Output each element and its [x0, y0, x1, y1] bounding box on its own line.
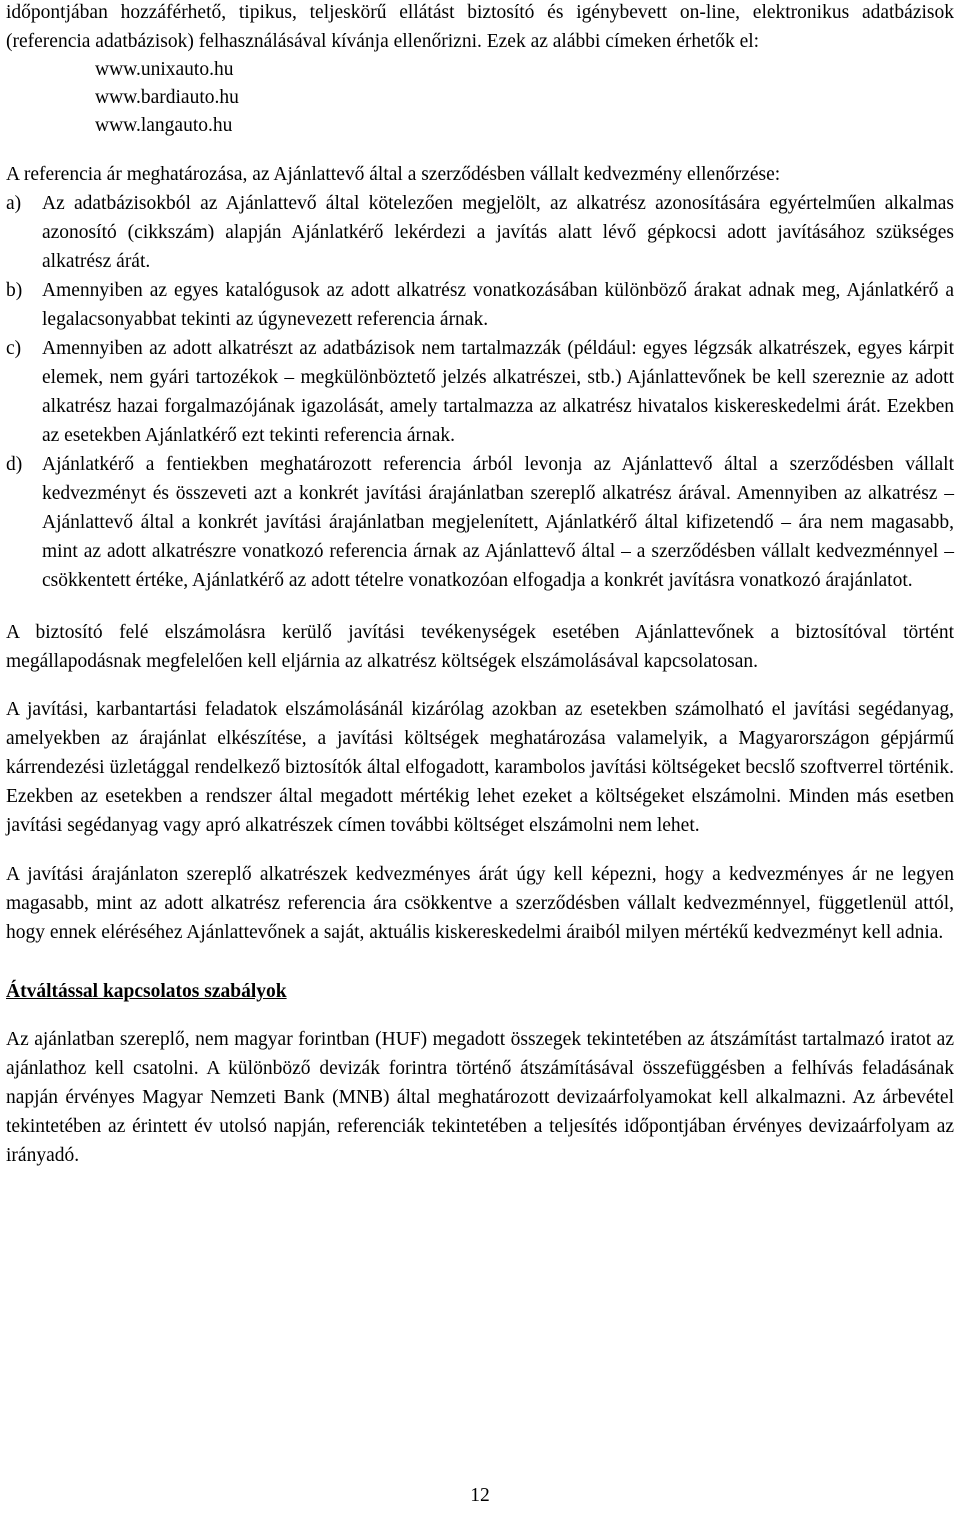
list-item-text: Az adatbázisokból az Ajánlattevő által kötelezően megjelölt, az alkatrész azonosítására egyértelműen alkalmas azonosító (cikkszám) alapján Ajánlatkérő lekérdezi a javítás alatt lévő gépkocsi adott javításához szükséges alkatrész árát. — [42, 193, 954, 272]
list-item — [6, 189, 954, 276]
list-item — [6, 334, 954, 450]
list-item — [6, 276, 954, 334]
link-bardiauto: www.bardiauto.hu — [95, 87, 239, 108]
link-langauto: www.langauto.hu — [95, 115, 233, 136]
list-item-text: Amennyiben az egyes katalógusok az adott alkatrész vonatkozásában különböző árakat adnak meg, Ajánlatkérő a legalacsonyabbat tekinti az úgynevezett referencia árnak. — [42, 280, 954, 330]
link-unixauto: www.unixauto.hu — [95, 59, 234, 80]
document-page — [6, 0, 954, 1170]
insurer-settlement-paragraph: A biztosító felé elszámolásra kerülő javítási tevékenységek esetében Ajánlattevőnek a biztosítóval történt megállapodásnak megfelelően kell eljárnia az alkatrész költségek elszámolásával kapcsolatosan. — [6, 622, 954, 672]
reference-price-steps — [6, 189, 954, 595]
reference-database-links — [6, 56, 954, 140]
section-heading: Átváltással kapcsolatos szabályok — [6, 981, 287, 1002]
list-item-label: a) — [6, 193, 22, 214]
repair-materials-paragraph: A javítási, karbantartási feladatok elszámolásánál kizárólag azokban az esetekben számolható el javítási segédanyag, amelyekben az árajánlat elkészítése, a javítási költségek meghatározása valamelyik, a Magyarországon gépjármű kárrendezési üzletággal rendelkező biztosítók által elfogadott, karambolos javítási költségeket becslő szoftverrel történik. Ezekben az esetekben a rendszer által megadott mértékig lehet ezeket a költségeket elszámolni. Minden más esetben javítási segédanyag vagy apró alkatrészek címen további költséget elszámolni nem lehet. — [6, 699, 954, 836]
list-item — [6, 450, 954, 595]
list-item-label: d) — [6, 454, 23, 475]
reference-price-intro: A referencia ár meghatározása, az Ajánlattevő által a szerződésben vállalt kedvezmény ellenőrzése: — [6, 164, 781, 185]
list-item-text: Ajánlatkérő a fentiekben meghatározott referencia árból levonja az Ajánlattevő által a szerződésben vállalt kedvezményt és összeveti azt a konkrét javítási árajánlatban szereplő alkatrész árával. Amennyiben az alkatrész – Ajánlattevő által a konkrét javítási árajánlatban megjelenített, Ajánlatkérő által kifizetendő – ára nem magasabb, mint az adott alkatrészre vonatkozó referencia árnak az Ajánlattevő által – a szerződésben vállalt kedvezménnyel – csökkentett értéke, Ajánlatkérő az adott tételre vonatkozóan elfogadja a konkrét javításra vonatkozó árajánlatot. — [42, 454, 954, 591]
discount-pricing-paragraph: A javítási árajánlaton szereplő alkatrészek kedvezményes árát úgy kell képezni, hogy a kedvezményes ár ne legyen magasabb, mint az adott alkatrész referencia ára csökkentve a szerződésben vállalt kedvezménnyel, függetlenül attól, hogy ennek eléréséhez Ajánlattevőnek a saját, aktuális kiskereskedelmi áraiból milyen mértékű kedvezményt kell adnia. — [6, 864, 954, 943]
list-item-text: Amennyiben az adott alkatrészt az adatbázisok nem tartalmazzák (például: egyes légzsák alkatrészek, egyes kárpit elemek, nem gyári tartozékok – megkülönböztető jelzés alkatrészei, stb.) Ajánlattevőnek be kell szereznie az adott alkatrész hazai forgalmazójának igazolását, amely tartalmazza az alkatrész hivatalos kiskereskedelmi árát. Ezekben az esetekben Ajánlatkérő ezt tekinti referencia árnak. — [42, 338, 954, 446]
list-item-label: b) — [6, 280, 23, 301]
currency-conversion-paragraph: Az ajánlatban szereplő, nem magyar forintban (HUF) megadott összegek tekintetében az átszámítást tartalmazó iratot az ajánlathoz kell csatolni. A különböző devizák forintra történő átszámításával összefüggésben a felhívás feladásának napján érvényes Magyar Nemzeti Bank (MNB) által meghatározott devizaárfolyamokat kell alkalmazni. Az árbevétel tekintetében az érintett év utolsó napján, referenciák tekintetében a teljesítés időpontjában érvényes devizaárfolyam az irányadó. — [6, 1029, 954, 1166]
list-item-label: c) — [6, 338, 22, 359]
page-number: 12 — [470, 1485, 490, 1506]
intro-paragraph: időpontjában hozzáférhető, tipikus, teljeskörű ellátást biztosító és igénybevett on-line, elektronikus adatbázisok (referencia adatbázisok) felhasználásával kívánja ellenőrizni. Ezek az alábbi címeken érhetők el: — [6, 2, 954, 52]
